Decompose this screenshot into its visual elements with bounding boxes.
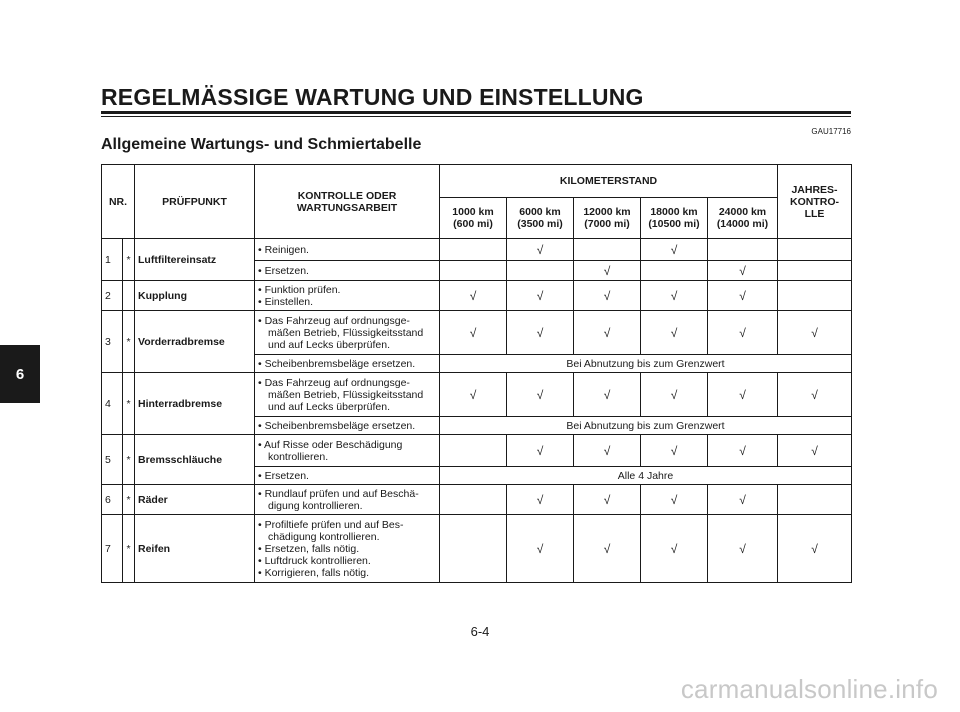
page-number: 6-4 [470,624,490,639]
check-cell: √ [574,373,641,417]
mi-label: (10500 mi) [648,218,700,230]
check-cell: √ [574,311,641,355]
mi-label: (7000 mi) [584,218,630,230]
header-jahres-line2: KONTRO- [790,195,839,208]
action-line: • Einstellen. [258,295,314,308]
km-label: 24000 km [718,206,767,218]
check-cell: √ [440,373,507,417]
check-cell [708,239,778,261]
action [255,485,440,515]
header-jahres-line1: JAHRES- [791,183,838,196]
watermark: carmanualsonline.info [680,674,938,704]
check-cell: √ [507,239,574,261]
action [255,311,440,355]
mi-label: (14000 mi) [716,218,769,230]
check-cell [641,261,708,281]
row-number: 6 [102,485,123,515]
asterisk: * [123,373,135,435]
action-line: • Profiltiefe prüfen und auf Bes- [258,518,404,531]
check-cell [507,261,574,281]
header-kilometerstand: KILOMETERSTAND [440,165,778,198]
action: • Scheibenbremsbeläge ersetzen. [255,417,440,435]
check-item: Hinterradbremse [135,373,255,435]
action-line: • Das Fahrzeug auf ordnungsge- [258,376,410,389]
check-cell: √ [708,261,778,281]
action-line: • Ersetzen, falls nötig. [258,542,360,555]
check-cell: √ [778,373,852,417]
row-number: 2 [102,281,123,311]
action-line: • Rundlauf prüfen und auf Beschä- [258,487,419,500]
km-label: 18000 km [650,206,698,218]
check-cell: √ [440,281,507,311]
asterisk: * [123,435,135,485]
asterisk: * [123,311,135,373]
table-row [102,485,852,515]
header-kontrolle-line2: WARTUNGSARBEIT [296,201,398,214]
table-row [102,239,852,261]
header-kontrolle [255,165,440,239]
action [255,373,440,417]
table-row [102,311,852,355]
check-item: Vorderradbremse [135,311,255,373]
header-jahres-line3: LLE [804,207,825,220]
check-cell [440,435,507,467]
km-label: 1000 km [452,206,494,218]
header-km-1000 [440,198,507,239]
check-cell: √ [641,281,708,311]
row-number: 1 [102,239,123,281]
check-cell [440,261,507,281]
check-cell: √ [507,485,574,515]
check-cell: √ [641,311,708,355]
table-row [102,515,852,583]
action-line: digung kontrollieren. [268,499,363,512]
check-cell: √ [507,515,574,583]
action-line: mäßen Betrieb, Flüssigkeitsstand [268,326,424,339]
check-cell: √ [507,435,574,467]
header-kontrolle-line1: KONTROLLE ODER [297,189,397,202]
row-number: 4 [102,373,123,435]
check-cell: √ [574,515,641,583]
check-cell [440,239,507,261]
table-row [102,435,852,467]
check-cell [574,239,641,261]
table-row [102,281,852,311]
action [255,515,440,583]
action: • Ersetzen. [255,261,440,281]
check-cell: √ [708,311,778,355]
action-line: mäßen Betrieb, Flüssigkeitsstand [268,388,424,401]
action-line: • Auf Risse oder Beschädigung [258,438,403,451]
check-cell [778,261,852,281]
action-line: • Luftdruck kontrollieren. [258,554,371,567]
check-cell: √ [708,485,778,515]
check-cell: √ [574,435,641,467]
check-cell: √ [778,515,852,583]
check-cell: √ [641,435,708,467]
section-subtitle: Allgemeine Wartungs- und Schmiertabelle [101,136,422,153]
check-cell [778,239,852,261]
action-line: • Korrigieren, falls nötig. [258,566,370,579]
header-km-18000 [641,198,708,239]
check-cell: √ [708,281,778,311]
check-cell: √ [641,373,708,417]
km-label: 12000 km [583,206,631,218]
header-pruefpunkt: PRÜFPUNKT [135,165,255,239]
check-cell: √ [574,485,641,515]
check-item: Bremsschläuche [135,435,255,485]
check-cell: √ [440,311,507,355]
action: • Reinigen. [255,239,440,261]
action-line: • Funktion prüfen. [258,283,341,296]
check-cell [440,485,507,515]
check-item: Kupplung [135,281,255,311]
row-number: 3 [102,311,123,373]
page-title: REGELMÄSSIGE WARTUNG UND EINSTELLUNG [101,84,644,110]
check-cell: √ [778,311,852,355]
check-cell: √ [708,515,778,583]
action: • Ersetzen. [255,467,440,485]
chapter-tab: 6 [0,345,40,403]
check-cell: √ [507,373,574,417]
table-row [102,373,852,417]
asterisk [123,281,135,311]
title-rule-thin [101,116,851,117]
interval-note: Bei Abnutzung bis zum Grenzwert [440,355,852,373]
header-km-24000 [708,198,778,239]
row-number: 5 [102,435,123,485]
check-cell: √ [574,261,641,281]
mi-label: (3500 mi) [517,218,563,230]
check-item: Luftfiltereinsatz [135,239,255,281]
check-cell: √ [507,311,574,355]
action-line: chädigung kontrollieren. [268,530,380,543]
km-label: 6000 km [519,206,561,218]
row-number: 7 [102,515,123,583]
check-cell: √ [778,435,852,467]
header-jahreskontrolle [778,165,852,239]
asterisk: * [123,239,135,281]
action-line: und auf Lecks überprüfen. [268,338,391,351]
asterisk: * [123,485,135,515]
maintenance-table [101,164,852,583]
check-cell: √ [708,373,778,417]
check-cell [778,281,852,311]
asterisk: * [123,515,135,583]
check-cell: √ [641,239,708,261]
action [255,281,440,311]
action-line: und auf Lecks überprüfen. [268,400,391,413]
action-line: kontrollieren. [268,450,329,463]
header-row-1 [102,165,852,198]
header-km-6000 [507,198,574,239]
interval-note: Alle 4 Jahre [440,467,852,485]
action [255,435,440,467]
check-cell: √ [574,281,641,311]
check-cell: √ [708,435,778,467]
document-code: GAU17716 [811,127,851,136]
action: • Scheibenbremsbeläge ersetzen. [255,355,440,373]
check-item: Reifen [135,515,255,583]
check-cell [778,485,852,515]
header-km-12000 [574,198,641,239]
check-cell [440,515,507,583]
mi-label: (600 mi) [453,218,493,230]
check-cell: √ [641,515,708,583]
interval-note: Bei Abnutzung bis zum Grenzwert [440,417,852,435]
check-cell: √ [507,281,574,311]
check-item: Räder [135,485,255,515]
header-nr: NR. [102,165,135,239]
check-cell: √ [641,485,708,515]
action-line: • Das Fahrzeug auf ordnungsge- [258,314,410,327]
title-rule-thick [101,111,851,114]
